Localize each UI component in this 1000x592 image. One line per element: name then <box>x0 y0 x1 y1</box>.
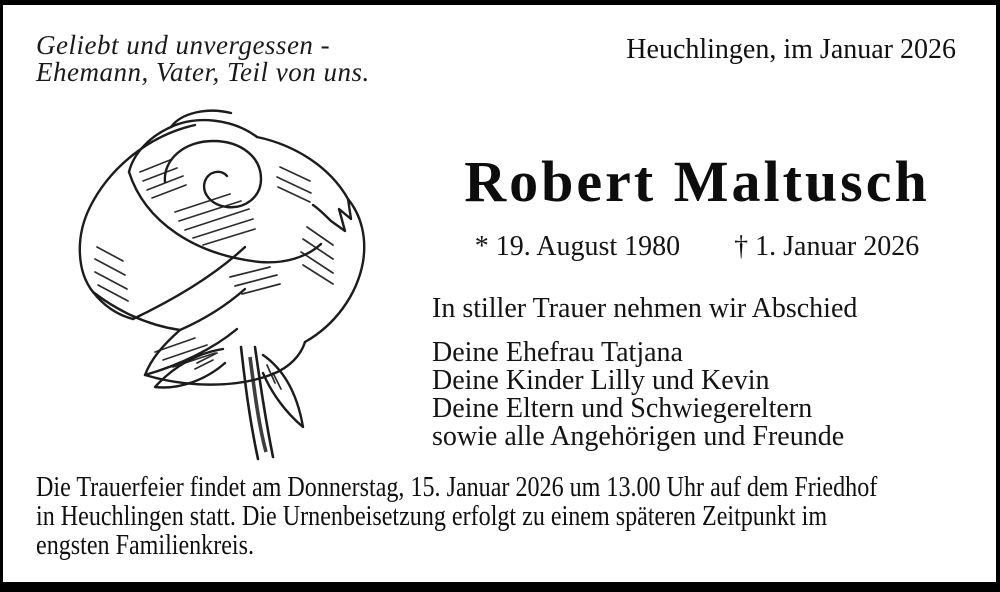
notice-body <box>423 5 971 475</box>
mourning-intro: In stiller Trauer nehmen wir Abschied <box>432 293 858 324</box>
rose-sketch-image <box>45 97 400 477</box>
mourner-line: Deine Eltern und Schwiegereltern <box>432 393 813 424</box>
mourners-list <box>432 339 844 451</box>
deceased-name: Robert Maltusch <box>464 149 930 214</box>
death-date: † 1. Januar 2026 <box>734 231 920 262</box>
funeral-line: Die Trauerfeier findet am Donnerstag, 15. Januar 2026 um 13.00 Uhr auf dem Friedhof <box>36 472 878 503</box>
rose-icon <box>45 97 400 477</box>
funeral-line: engsten Familienkreis. <box>36 530 255 561</box>
funeral-line: in Heuchlingen statt. Die Urnenbeisetzung erfolgt zu einem späteren Zeitpunkt im <box>36 501 828 532</box>
birth-date: * 19. August 1980 <box>474 231 681 262</box>
mourner-line: Deine Ehefrau Tatjana <box>432 337 683 368</box>
dedication-line-2: Ehemann, Vater, Teil von uns. <box>36 57 370 87</box>
mourner-line: sowie alle Angehörigen und Freunde <box>432 421 845 452</box>
mourner-line: Deine Kinder Lilly und Kevin <box>432 365 770 396</box>
dedication-text <box>36 32 370 86</box>
dedication-line-1: Geliebt und unvergessen - <box>36 30 331 60</box>
life-dates <box>423 231 971 263</box>
funeral-details <box>36 473 949 560</box>
place-date: Heuchlingen, im Januar 2026 <box>626 34 956 65</box>
